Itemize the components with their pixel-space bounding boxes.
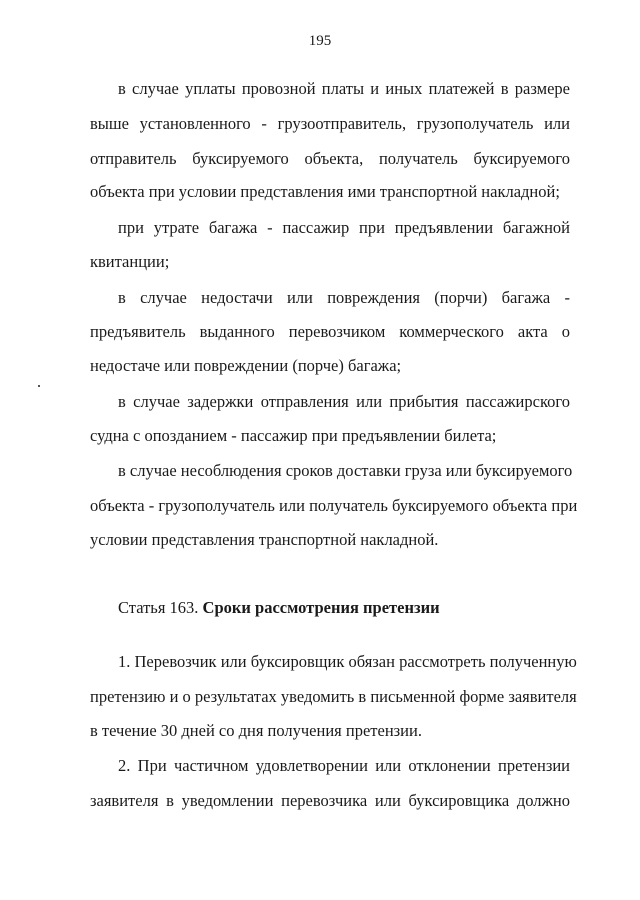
text-line: 1. Перевозчик или буксировщик обязан рассмотреть полученную	[118, 652, 577, 671]
text-line: 2. При частичном удовлетворении или отклонении претензии	[118, 756, 570, 775]
text-line: выше установленного - грузоотправитель, грузополучатель или	[90, 114, 570, 133]
text-line: судна с опозданием - пассажир при предъявлении билета;	[90, 426, 497, 445]
scan-mark	[38, 385, 40, 387]
text-line: претензию и о результатах уведомить в письменной форме заявителя	[90, 687, 577, 706]
text-line: в случае недостачи или повреждения (порчи) багажа -	[118, 288, 570, 307]
article-title: Сроки рассмотрения претензии	[202, 598, 440, 617]
text-line: недостаче или повреждении (порче) багажа;	[90, 356, 402, 375]
text-line: объекта - грузополучатель или получатель буксируемого объекта при	[90, 496, 578, 515]
text-line: в случае задержки отправления или прибытия пассажирского	[118, 392, 570, 411]
text-line: в течение 30 дней со дня получения претензии.	[90, 721, 422, 740]
article-number: Статья 163.	[118, 598, 203, 617]
text-line: отправитель буксируемого объекта, получатель буксируемого	[90, 149, 570, 168]
text-line: при утрате багажа - пассажир при предъявлении багажной	[118, 218, 570, 237]
text-line: в случае уплаты провозной платы и иных платежей в размере	[118, 79, 570, 98]
text-line: условии представления транспортной накладной.	[90, 530, 439, 549]
text-line: объекта при условии представления ими транспортной накладной;	[90, 182, 560, 201]
text-line: заявителя в уведомлении перевозчика или буксировщика должно	[90, 791, 570, 810]
text-line: квитанции;	[90, 252, 170, 271]
text-line: предъявитель выданного перевозчиком коммерческого акта о	[90, 322, 570, 341]
text-line: в случае несоблюдения сроков доставки груза или буксируемого	[118, 461, 573, 480]
page-number: 195	[308, 33, 332, 49]
article-heading	[118, 598, 440, 618]
